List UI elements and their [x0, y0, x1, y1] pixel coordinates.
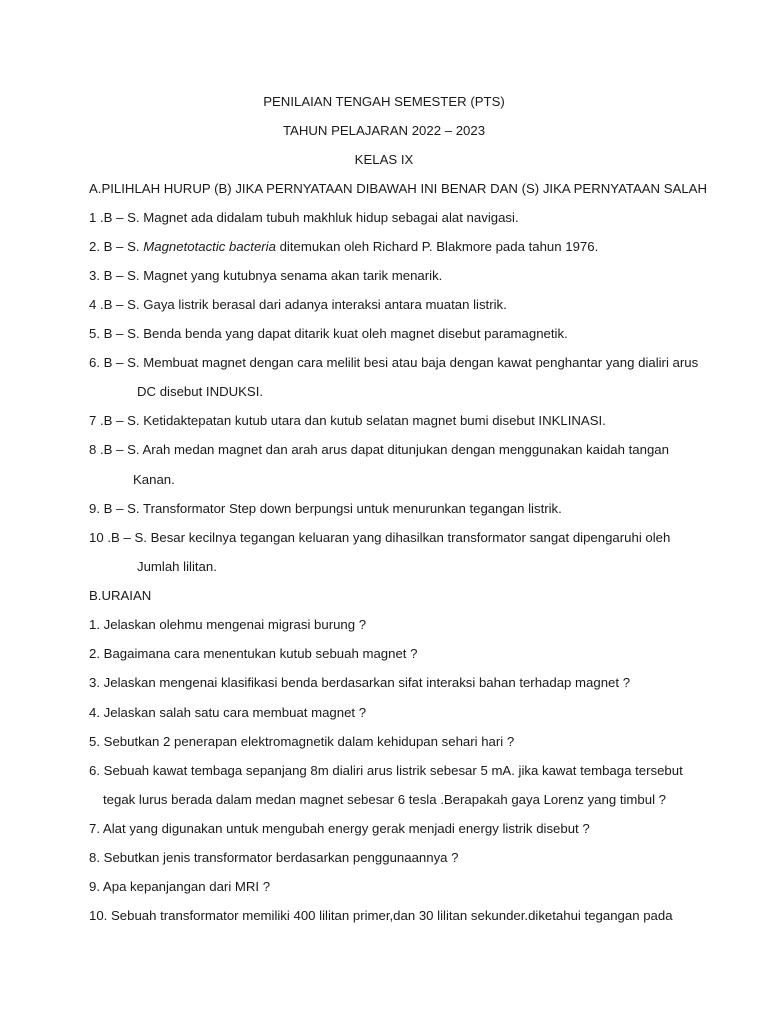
question-b-7: 7. Alat yang digunakan untuk mengubah energy gerak menjadi energy listrik disebut ?	[89, 821, 590, 836]
question-a-2-italic: Magnetotactic bacteria	[143, 239, 276, 254]
question-a-8-continuation: Kanan.	[133, 472, 175, 487]
question-a-6-continuation: DC disebut INDUKSI.	[137, 384, 264, 399]
question-b-1: 1. Jelaskan olehmu mengenai migrasi burung ?	[89, 617, 367, 632]
question-a-2-prefix: 2. B – S.	[89, 239, 144, 254]
section-b-heading: B.URAIAN	[89, 588, 152, 603]
question-b-4: 4. Jelaskan salah satu cara membuat magnet ?	[89, 705, 367, 720]
question-a-7: 7 .B – S. Ketidaktepatan kutub utara dan kutub selatan magnet bumi disebut INKLINASI.	[89, 413, 606, 428]
question-a-3: 3. B – S. Magnet yang kutubnya senama akan tarik menarik.	[89, 268, 443, 283]
question-b-9: 9. Apa kepanjangan dari MRI ?	[89, 879, 271, 894]
question-a-10-continuation: Jumlah lilitan.	[137, 559, 217, 574]
question-b-5: 5. Sebutkan 2 penerapan elektromagnetik dalam kehidupan sehari hari ?	[89, 734, 515, 749]
question-b-6-continuation: tegak lurus berada dalam medan magnet sebesar 6 tesla .Berapakah gaya Lorenz yang timbul ?	[103, 792, 667, 807]
question-b-6: 6. Sebuah kawat tembaga sepanjang 8m dialiri arus listrik sebesar 5 mA. jika kawat tembaga tersebut	[89, 763, 683, 778]
question-a-2-suffix: ditemukan oleh Richard P. Blakmore pada tahun 1976.	[275, 239, 599, 254]
question-b-8: 8. Sebutkan jenis transformator berdasarkan penggunaannya ?	[89, 850, 459, 865]
question-b-10: 10. Sebuah transformator memiliki 400 lilitan primer,dan 30 lilitan sekunder.diketahui tegangan pada	[89, 908, 673, 923]
question-a-6: 6. B – S. Membuat magnet dengan cara melilit besi atau baja dengan kawat penghantar yang dialiri arus	[89, 355, 699, 370]
academic-year: TAHUN PELAJARAN 2022 – 2023	[282, 123, 486, 138]
class-label: KELAS IX	[354, 152, 414, 167]
question-b-3: 3. Jelaskan mengenai klasifikasi benda berdasarkan sifat interaksi bahan terhadap magnet ?	[89, 675, 631, 690]
question-a-10: 10 .B – S. Besar kecilnya tegangan keluaran yang dihasilkan transformator sangat dipengaruhi oleh	[89, 530, 671, 545]
question-b-2: 2. Bagaimana cara menentukan kutub sebuah magnet ?	[89, 646, 418, 661]
question-a-9: 9. B – S. Transformator Step down berpungsi untuk menurunkan tegangan listrik.	[89, 501, 562, 516]
question-a-2	[89, 239, 598, 254]
question-a-8: 8 .B – S. Arah medan magnet dan arah arus dapat ditunjukan dengan menggunakan kaidah tangan	[89, 442, 669, 457]
question-a-5: 5. B – S. Benda benda yang dapat ditarik kuat oleh magnet disebut paramagnetik.	[89, 326, 568, 341]
question-a-4: 4 .B – S. Gaya listrik berasal dari adanya interaksi antara muatan listrik.	[89, 297, 507, 312]
section-a-heading: A.PILIHLAH HURUP (B) JIKA PERNYATAAN DIBAWAH INI BENAR DAN (S) JIKA PERNYATAAN SALAH	[89, 181, 707, 196]
question-a-1: 1 .B – S. Magnet ada didalam tubuh makhluk hidup sebagai alat navigasi.	[89, 210, 519, 225]
exam-title: PENILAIAN TENGAH SEMESTER (PTS)	[263, 94, 505, 109]
